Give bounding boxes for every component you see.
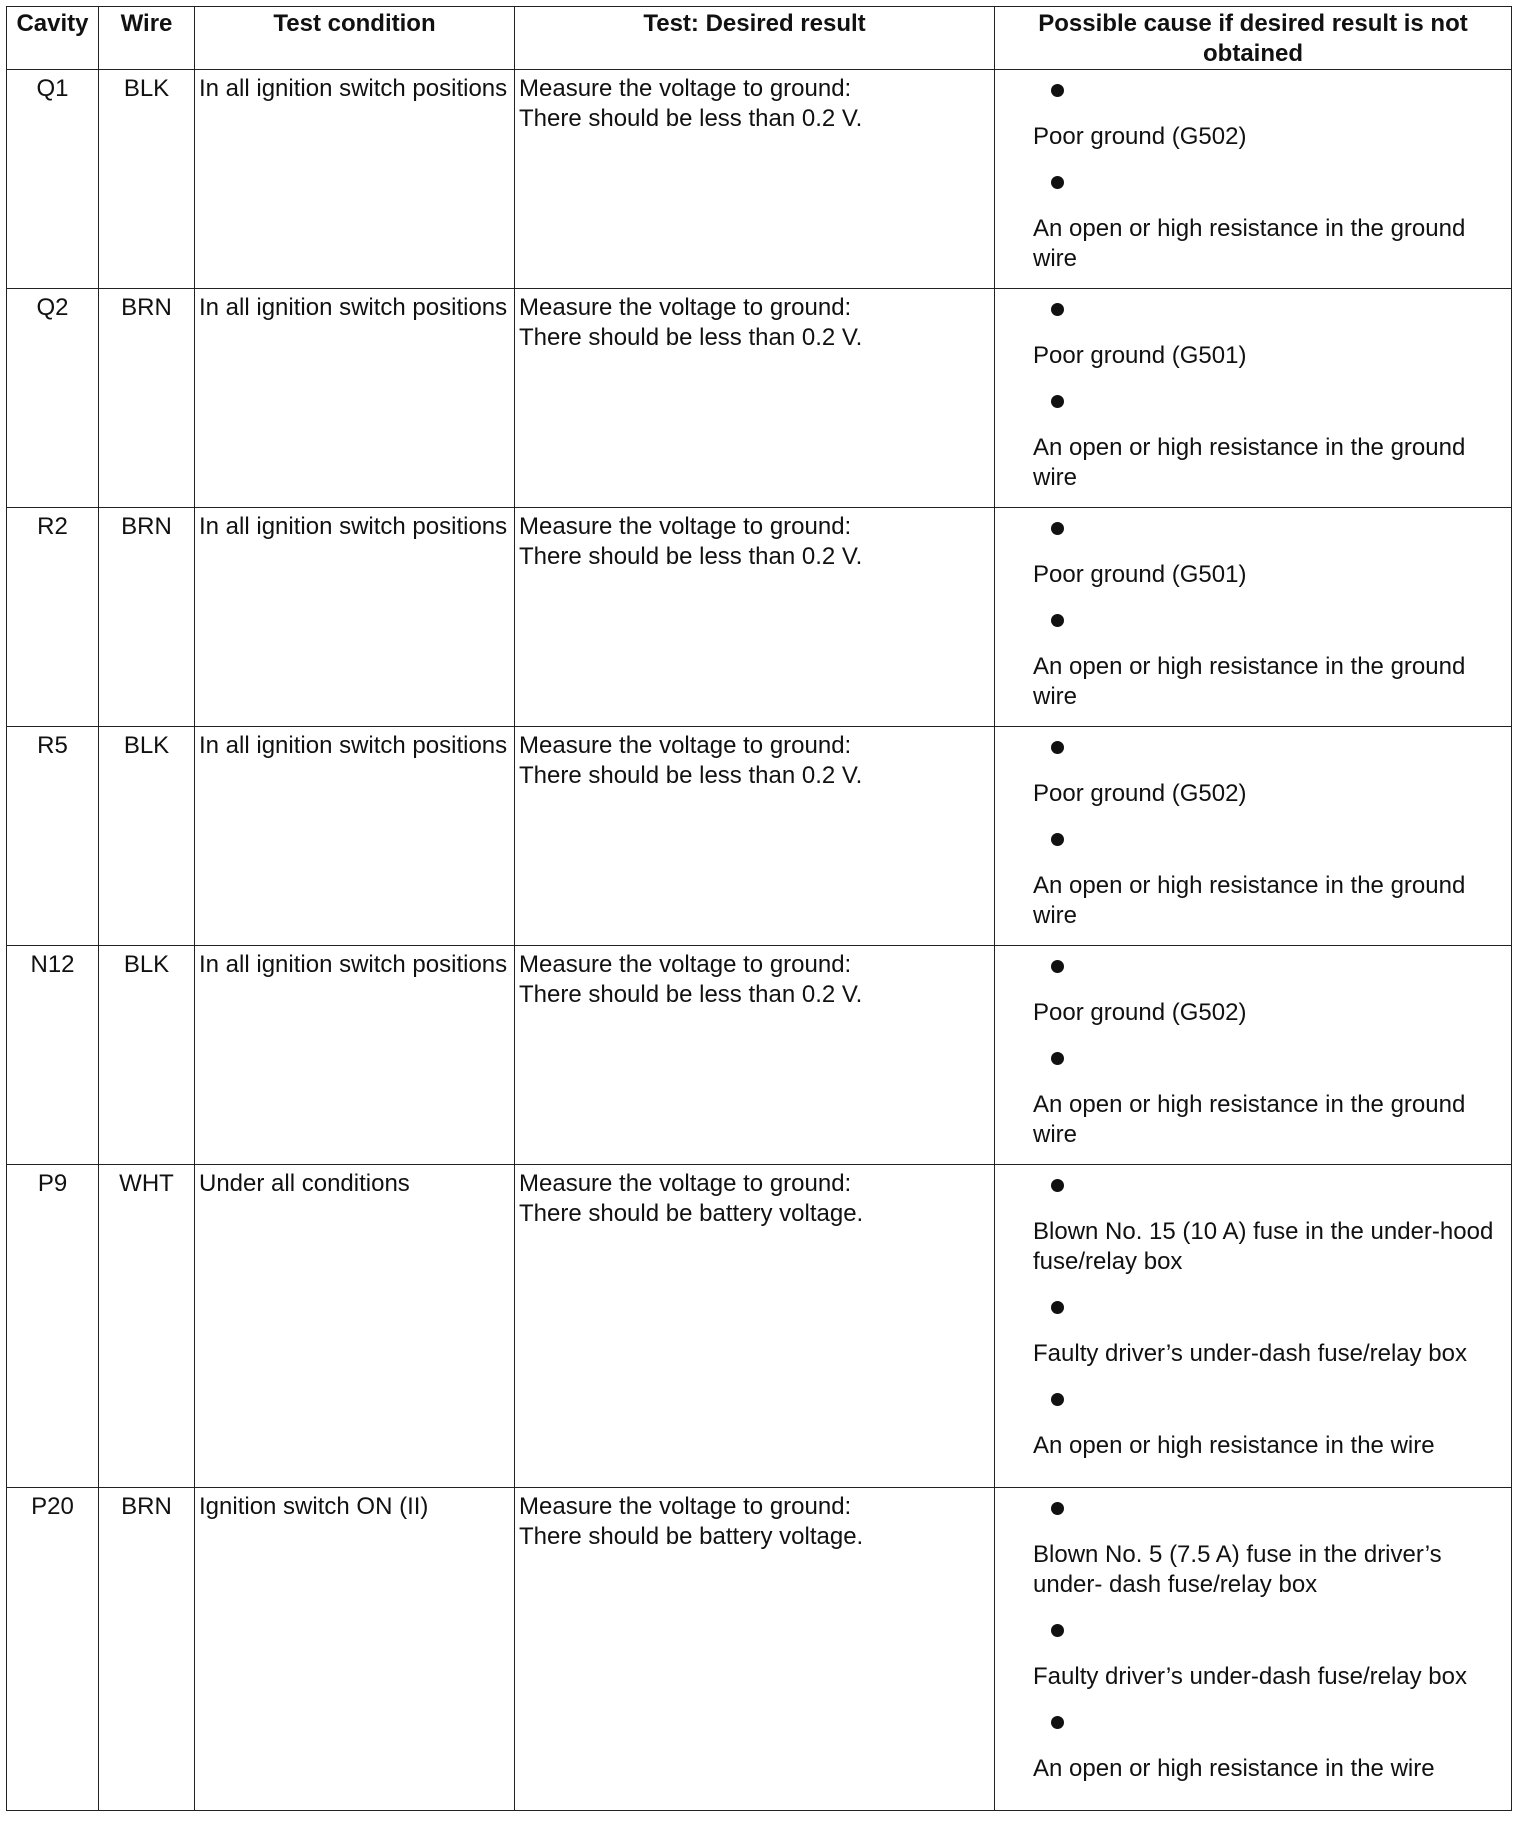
cause-item [999, 1706, 1507, 1784]
header-wire: Wire [99, 7, 195, 70]
result-line: Measure the voltage to ground: [519, 732, 852, 759]
cause-text: An open or high resistance in the ground wire [1033, 653, 1466, 710]
table-row [7, 727, 1512, 946]
bullet-icon [1051, 522, 1064, 535]
result-cell [515, 508, 995, 727]
cause-text: Poor ground (G502) [1033, 123, 1247, 150]
table-row [7, 70, 1512, 289]
result-cell [515, 1165, 995, 1488]
cavity-cell: R2 [7, 508, 99, 727]
result-cell [515, 70, 995, 289]
cause-item [999, 1042, 1507, 1150]
bullet-icon [1051, 833, 1064, 846]
bullet-icon [1051, 741, 1064, 754]
cause-cell [995, 727, 1512, 946]
wire-cell: BLK [99, 946, 195, 1165]
bullet-icon [1051, 1716, 1064, 1729]
result-cell [515, 289, 995, 508]
cause-text: An open or high resistance in the ground wire [1033, 872, 1466, 929]
condition-cell: Ignition switch ON (II) [195, 1488, 515, 1811]
cause-item [999, 293, 1507, 371]
condition-cell: In all ignition switch positions [195, 508, 515, 727]
cavity-cell: N12 [7, 946, 99, 1165]
cause-item [999, 1614, 1507, 1692]
cavity-cell: P9 [7, 1165, 99, 1488]
result-line: There should be less than 0.2 V. [519, 105, 863, 132]
wire-cell: BRN [99, 1488, 195, 1811]
table-row [7, 1488, 1512, 1811]
cause-item [999, 166, 1507, 274]
bullet-icon [1051, 395, 1064, 408]
cause-item [999, 512, 1507, 590]
bullet-icon [1051, 84, 1064, 97]
bullet-icon [1051, 1624, 1064, 1637]
cavity-cell: Q1 [7, 70, 99, 289]
wire-cell: BLK [99, 70, 195, 289]
cavity-cell: P20 [7, 1488, 99, 1811]
cause-item [999, 74, 1507, 152]
result-line: There should be battery voltage. [519, 1200, 864, 1227]
cause-list [999, 1492, 1507, 1784]
condition-cell: In all ignition switch positions [195, 727, 515, 946]
cause-text: Poor ground (G502) [1033, 780, 1247, 807]
cause-text: Blown No. 5 (7.5 A) fuse in the driver’s under- dash fuse/relay box [1033, 1541, 1442, 1598]
wire-cell: BRN [99, 289, 195, 508]
result-line: Measure the voltage to ground: [519, 1493, 852, 1520]
cause-list [999, 950, 1507, 1150]
cause-text: An open or high resistance in the ground wire [1033, 215, 1466, 272]
bullet-icon [1051, 1502, 1064, 1515]
cause-list [999, 512, 1507, 712]
result-cell [515, 1488, 995, 1811]
cause-cell [995, 289, 1512, 508]
table-row [7, 946, 1512, 1165]
result-cell [515, 946, 995, 1165]
cause-item [999, 950, 1507, 1028]
header-test-condition: Test condition [195, 7, 515, 70]
cause-item [999, 1291, 1507, 1369]
bullet-icon [1051, 303, 1064, 316]
condition-cell: In all ignition switch positions [195, 946, 515, 1165]
table-row [7, 1165, 1512, 1488]
wire-cell: WHT [99, 1165, 195, 1488]
table-row [7, 508, 1512, 727]
header-desired-result: Test: Desired result [515, 7, 995, 70]
result-line: There should be less than 0.2 V. [519, 981, 863, 1008]
result-line: Measure the voltage to ground: [519, 75, 852, 102]
result-line: Measure the voltage to ground: [519, 1170, 852, 1197]
cause-cell [995, 1165, 1512, 1488]
header-row [7, 7, 1512, 70]
result-line: There should be less than 0.2 V. [519, 762, 863, 789]
condition-cell: In all ignition switch positions [195, 289, 515, 508]
cause-text: An open or high resistance in the wire [1033, 1432, 1435, 1459]
cavity-cell: Q2 [7, 289, 99, 508]
bullet-icon [1051, 1301, 1064, 1314]
result-line: There should be less than 0.2 V. [519, 324, 863, 351]
cause-cell [995, 946, 1512, 1165]
result-line: Measure the voltage to ground: [519, 294, 852, 321]
cause-item [999, 1383, 1507, 1461]
bullet-icon [1051, 1052, 1064, 1065]
cause-cell [995, 70, 1512, 289]
diagnostic-table [6, 6, 1512, 1811]
cause-text: An open or high resistance in the ground wire [1033, 1091, 1466, 1148]
result-line: There should be less than 0.2 V. [519, 543, 863, 570]
bullet-icon [1051, 1393, 1064, 1406]
cause-cell [995, 508, 1512, 727]
cause-list [999, 731, 1507, 931]
table-row [7, 289, 1512, 508]
header-cavity: Cavity [7, 7, 99, 70]
cause-list [999, 1169, 1507, 1461]
cause-text: Blown No. 15 (10 A) fuse in the under-hood fuse/relay box [1033, 1218, 1494, 1275]
cause-text: An open or high resistance in the wire [1033, 1755, 1435, 1782]
bullet-icon [1051, 614, 1064, 627]
result-line: Measure the voltage to ground: [519, 951, 852, 978]
wire-cell: BRN [99, 508, 195, 727]
cause-text: Faulty driver’s under-dash fuse/relay box [1033, 1340, 1467, 1367]
bullet-icon [1051, 1179, 1064, 1192]
bullet-icon [1051, 960, 1064, 973]
cause-text: Poor ground (G502) [1033, 999, 1247, 1026]
cause-item [999, 604, 1507, 712]
cause-list [999, 293, 1507, 493]
cause-item [999, 385, 1507, 493]
cause-item [999, 823, 1507, 931]
cavity-cell: R5 [7, 727, 99, 946]
result-line: There should be battery voltage. [519, 1523, 864, 1550]
cause-cell [995, 1488, 1512, 1811]
result-cell [515, 727, 995, 946]
header-possible-cause: Possible cause if desired result is not obtained [995, 7, 1512, 70]
cause-text: An open or high resistance in the ground wire [1033, 434, 1466, 491]
cause-item [999, 1169, 1507, 1277]
cause-item [999, 1492, 1507, 1600]
condition-cell: In all ignition switch positions [195, 70, 515, 289]
wire-cell: BLK [99, 727, 195, 946]
cause-list [999, 74, 1507, 274]
cause-text: Poor ground (G501) [1033, 342, 1247, 369]
cause-text: Poor ground (G501) [1033, 561, 1247, 588]
condition-cell: Under all conditions [195, 1165, 515, 1488]
result-line: Measure the voltage to ground: [519, 513, 852, 540]
bullet-icon [1051, 176, 1064, 189]
cause-text: Faulty driver’s under-dash fuse/relay box [1033, 1663, 1467, 1690]
cause-item [999, 731, 1507, 809]
